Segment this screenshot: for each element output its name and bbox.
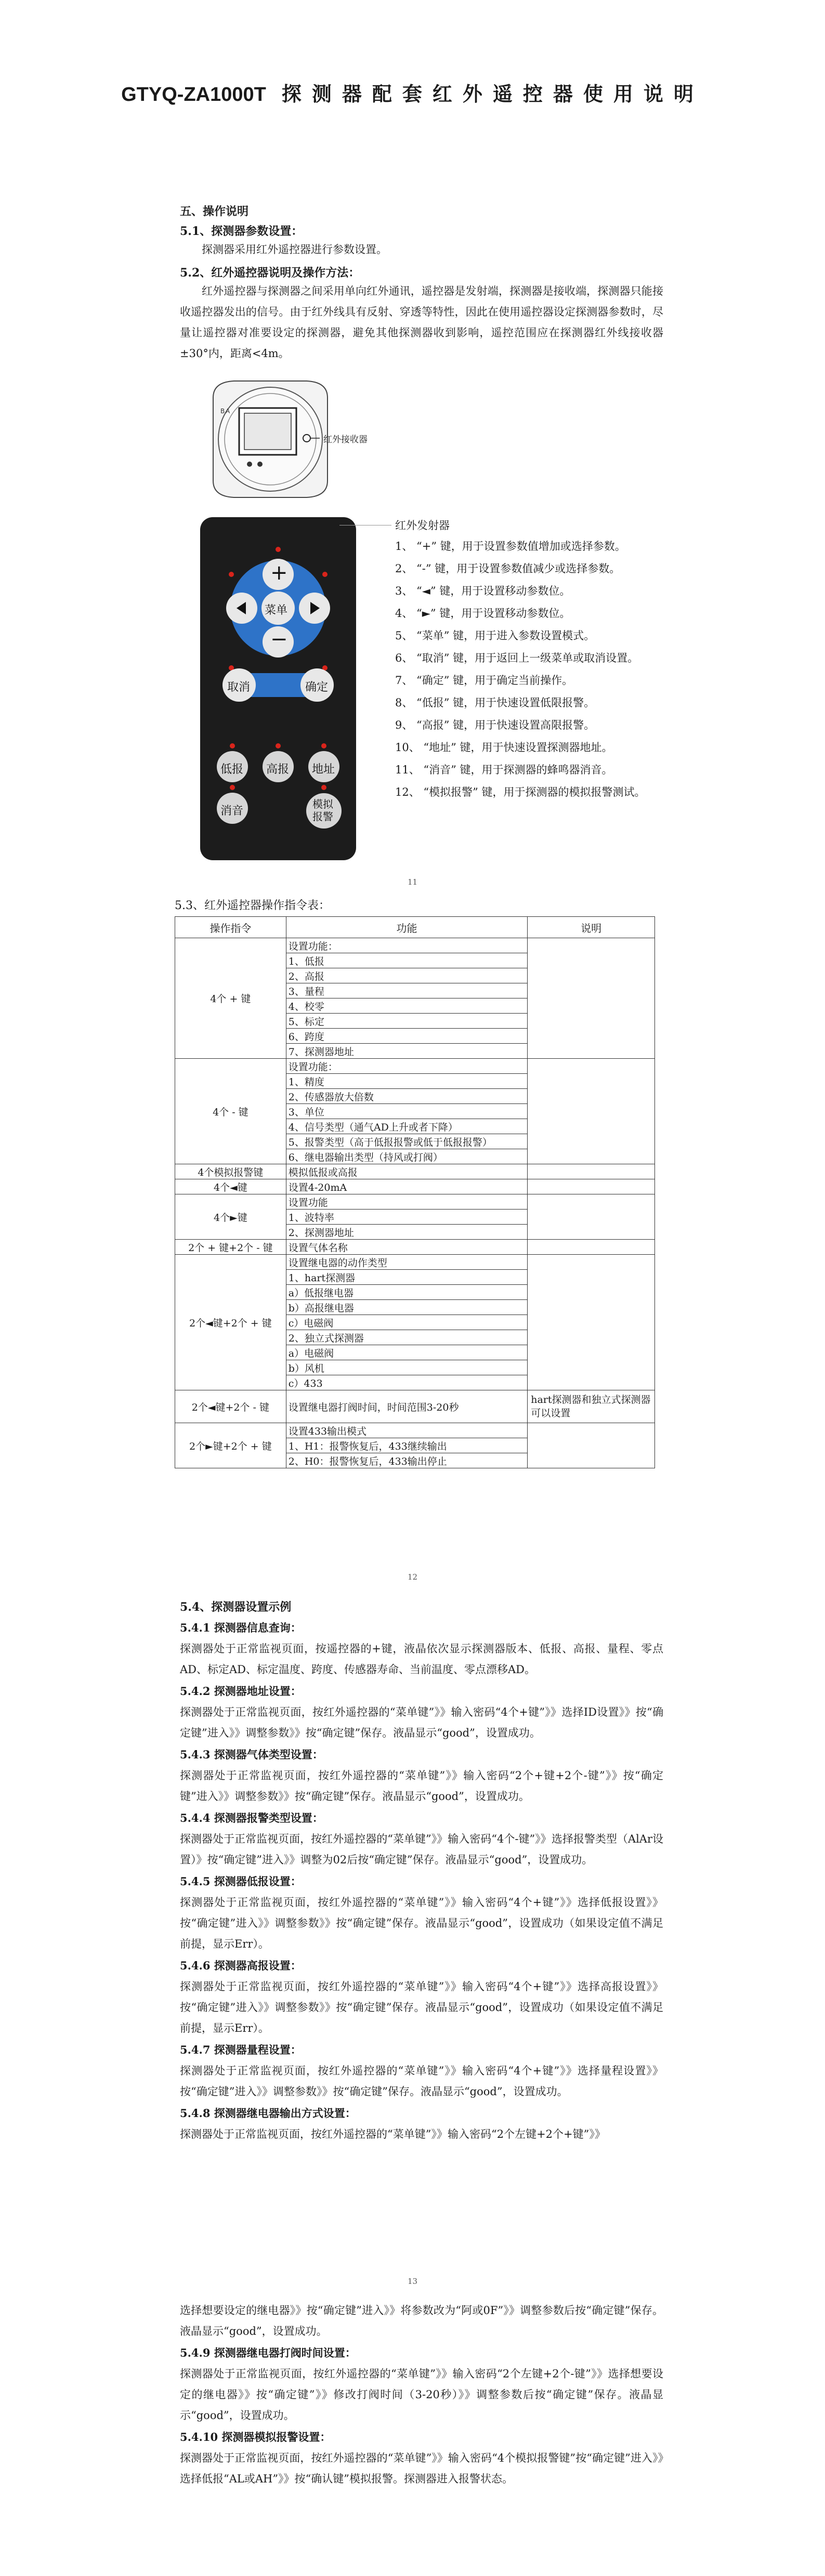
ir-receiver-label: 红外接收器 [323,435,368,445]
function-cell: 2、传感器放大倍数 [286,1089,527,1104]
function-cell: a）低报继电器 [286,1285,527,1300]
function-cell: 5、报警类型（高于低报报警或低于低报报警） [286,1134,527,1149]
key-item: 10、 “地址” 键，用于快速设置探测器地址。 [395,741,613,754]
key-item: 9、 “高报” 键，用于快速设置高限报警。 [395,719,595,731]
key-item: 6、 “取消” 键，用于返回上一级菜单或取消设置。 [395,652,639,664]
note-cell: hart探测器和独立式探测器可以设置 [528,1390,655,1423]
note-cell [528,1255,655,1390]
example-title: 5.4.8 探测器继电器输出方式设置： [180,2107,356,2120]
low-alarm-button: 低报 [220,763,244,776]
function-cell: 1、波特率 [286,1210,527,1225]
example-body: 探测器处于正常监视页面，按遥控器的+键，液晶依次显示探测器版本、低报、高报、量程、零点AD、标定AD、标定温度、跨度、传感器寿命、当前温度、零点漂移AD。 [180,1642,663,1676]
note-cell [528,938,655,1059]
mute-button: 消音 [220,805,244,818]
continued-text: 选择想要设定的继电器》》按“确定键”进入》》将参数改为“阿或0F”》》调整参数后按“确定键”保存。液晶显示“good”，设置成功。 [180,2304,663,2337]
table-row [175,1240,655,1255]
command-cell: 2个 + 键+2个 - 键 [175,1240,286,1255]
key-item: 11、 “消音” 键，用于探测器的蜂鸣器消音。 [395,764,613,776]
cancel-button: 取消 [227,681,251,694]
function-cell: 5、标定 [286,1014,527,1029]
note-cell [528,1423,655,1468]
function-cell: 7、探测器地址 [286,1044,527,1059]
address-button: 地址 [312,763,335,776]
example-body: 探测器处于正常监视页面，按红外遥控器的“菜单键”》》输入密码“4个+键”》》选择量程设置》》按“确定键”进入》》调整参数》》按“确定键”保存。液晶显示“good”，设置成功。 [180,2065,663,2098]
example-title: 5.4.4 探测器报警类型设置： [180,1811,323,1824]
simulate-alarm-button [312,798,333,823]
function-cell: 设置功能： [286,938,527,953]
command-cell: 4个模拟报警键 [175,1164,286,1179]
table-row [175,1423,655,1438]
example-body: 探测器处于正常监视页面，按红外遥控器的“菜单键”》》输入密码“2个左键+2个-键”》》选择想要设定的继电器》》按“确定键”》》修改打阀时间（3-20秒）》》调整参数后按“确定键”保存。液晶显示“good”，设置成功。 [180,2368,663,2422]
key-item: 4、 “►” 键，用于设置移动参数位。 [395,607,571,620]
function-cell: 设置433输出模式 [286,1423,527,1438]
example-title: 5.4.7 探测器量程设置： [180,2043,302,2056]
header-command: 操作指令 [175,917,286,938]
table-row [175,938,655,953]
command-cell: 4个 - 键 [175,1059,286,1164]
table-title: 5.3、红外遥控器操作指令表： [175,899,330,912]
table-header-row [175,917,655,938]
note-cell [528,1240,655,1255]
example-body: 探测器处于正常监视页面，按红外遥控器的“菜单键”》》输入密码“2个左键+2个+键”》》 [180,2128,606,2140]
function-cell: b）风机 [286,1360,527,1375]
function-cell: 3、单位 [286,1104,527,1119]
example-body: 探测器处于正常监视页面，按红外遥控器的“菜单键”》》输入密码“2个+键+2个-键”》》按“确定键”进入》》调整参数》》按“确定键”保存。液晶显示“good”，设置成功。 [180,1769,663,1803]
page-number: 13 [407,2277,418,2286]
key-item: 7、 “确定” 键，用于确定当前操作。 [395,674,573,687]
key-item: 3、 “◄” 键，用于设置移动参数位。 [395,585,571,597]
example-title: 5.4.9 探测器继电器打阀时间设置： [180,2346,356,2359]
title-text: 探测器配套红外遥控器使用说明 [281,82,704,106]
function-cell: 3、量程 [286,983,527,998]
function-cell: 6、跨度 [286,1029,527,1044]
function-cell: 设置继电器打阀时间，时间范围3-20秒 [286,1390,527,1423]
command-table [175,916,655,1468]
command-cell: 2个◄键+2个 + 键 [175,1255,286,1390]
function-cell: 6、继电器输出类型（持风或打阀） [286,1149,527,1164]
function-cell: 设置气体名称 [286,1240,527,1255]
function-cell: 设置功能 [286,1194,527,1210]
example-title: 5.4.1 探测器信息查询： [180,1621,302,1634]
simulate-alarm-label-1: 模拟 [312,798,333,810]
function-cell: 1、hart探测器 [286,1270,527,1285]
page-13-content [180,2300,663,2489]
function-cell: 设置继电器的动作类型 [286,1255,527,1270]
function-cell: 模拟低报或高报 [286,1164,527,1179]
table-row [175,1164,655,1179]
key-item: 2、 “-” 键，用于设置参数值减少或选择参数。 [395,562,621,575]
example-title: 5.4.2 探测器地址设置： [180,1685,302,1698]
function-cell: a）电磁阀 [286,1345,527,1360]
key-item: 8、 “低报” 键，用于快速设置低限报警。 [395,696,595,709]
svg-text:A: A [226,408,230,415]
minus-button: − [270,627,288,651]
detector-diagram [203,377,379,502]
page-number: 12 [407,1572,418,1582]
command-cell: 4个◄键 [175,1179,286,1194]
page-number: 11 [407,877,418,887]
table-row [175,1179,655,1194]
example-title: 5.4.6 探测器高报设置： [180,1959,302,1972]
example-body: 探测器处于正常监视页面，按红外遥控器的“菜单键”》》输入密码“4个模拟报警键”按“确定键”进入》》选择低报“AL或AH”》》按“确认键”模拟报警。探测器进入报警状态。 [180,2452,663,2485]
key-item: 5、 “菜单” 键，用于进入参数设置模式。 [395,629,595,642]
example-body: 探测器处于正常监视页面，按红外遥控器的“菜单键”》》输入密码“4个+键”》》选择ID设置》》按“确定键”进入》》调整参数》》按“确定键”保存。液晶显示“good”，设置成功。 [180,1706,663,1739]
function-cell: 4、校零 [286,998,527,1014]
function-cell: b）高报继电器 [286,1300,527,1315]
function-cell: 2、探测器地址 [286,1225,527,1240]
note-cell [528,1194,655,1240]
function-cell: c）433 [286,1375,527,1390]
key-item: 12、 “模拟报警” 键，用于探测器的模拟报警测试。 [395,786,646,798]
section-heading: 五、操作说明 [180,205,249,218]
subsection-5-2-title: 5.2、红外遥控器说明及操作方法： [180,266,360,280]
function-cell: 2、高报 [286,968,527,983]
table-row [175,1255,655,1270]
command-cell: 4个►键 [175,1194,286,1240]
table-row [175,1194,655,1210]
note-cell [528,1059,655,1164]
high-alarm-button: 高报 [266,763,290,776]
command-cell: 4个 + 键 [175,938,286,1059]
example-title: 5.4.5 探测器低报设置： [180,1875,302,1888]
svg-text:B: B [220,408,225,415]
key-function-list [395,535,646,804]
function-cell: 1、精度 [286,1074,527,1089]
simulate-alarm-label-2: 报警 [312,810,333,823]
function-cell: 1、H1：报警恢复后，433继续输出 [286,1438,527,1453]
menu-button: 菜单 [265,604,288,617]
function-cell: 设置4-20mA [286,1179,527,1194]
remote-control-image [200,517,356,860]
table-row [175,1059,655,1074]
subsection-5-1-title: 5.1、探测器参数设置： [180,225,303,238]
confirm-button: 确定 [305,681,329,694]
section-5-4-title: 5.4、探测器设置示例 [180,1600,292,1614]
command-cell: 2个◄键+2个 - 键 [175,1390,286,1423]
header-function: 功能 [286,917,527,938]
settings-examples [180,1618,663,2145]
function-cell: 2、独立式探测器 [286,1330,527,1345]
document-title [0,78,825,107]
plus-button: + [270,561,288,585]
subsection-5-1-text: 探测器采用红外遥控器进行参数设置。 [202,243,387,256]
example-title: 5.4.10 探测器模拟报警设置： [180,2430,331,2443]
note-cell [528,1164,655,1179]
function-cell: 设置功能： [286,1059,527,1074]
example-body: 探测器处于正常监视页面，按红外遥控器的“菜单键”》》输入密码“4个+键”》》选择低报设置》》按“确定键”进入》》调整参数》》按“确定键”保存。液晶显示“good”，设置成功（如果设定值不满足前提，显示Err）。 [180,1896,663,1950]
function-cell: 2、H0：报警恢复后，433输出停止 [286,1453,527,1468]
table-row [175,1390,655,1423]
key-item: 1、 “+” 键，用于设置参数值增加或选择参数。 [395,540,626,553]
ir-emitter-label: 红外发射器 [395,519,450,532]
function-cell: c）电磁阀 [286,1315,527,1330]
function-cell: 4、信号类型（通气AD上升或者下降） [286,1119,527,1134]
function-cell: 1、低报 [286,953,527,968]
subsection-5-2-text: 红外遥控器与探测器之间采用单向红外通讯，遥控器是发射端，探测器是接收端，探测器只能接收遥控器发出的信号。由于红外线具有反射、穿透等特性，因此在使用遥控器设定探测器参数时，尽量让遥控器对准要设定的探测器，避免其他探测器收到影响，遥控范围应在探测器红外线接收器±30°内，距离<4m。 [180,285,663,360]
example-body: 探测器处于正常监视页面，按红外遥控器的“菜单键”》》输入密码“4个-键”》》选择报警类型（AlAr设置）》按“确定键”进入》》调整为02后按“确定键”保存。液晶显示“good”，设置成功。 [180,1833,663,1866]
note-cell [528,1179,655,1194]
command-cell: 2个►键+2个 + 键 [175,1423,286,1468]
model-number: GTYQ-ZA1000T [121,84,266,106]
example-body: 探测器处于正常监视页面，按红外遥控器的“菜单键”》》输入密码“4个+键”》》选择高报设置》》按“确定键”进入》》调整参数》》按“确定键”保存。液晶显示“good”，设置成功（如果设定值不满足前提，显示Err）。 [180,1980,663,2034]
header-note: 说明 [528,917,655,938]
example-title: 5.4.3 探测器气体类型设置： [180,1748,323,1761]
